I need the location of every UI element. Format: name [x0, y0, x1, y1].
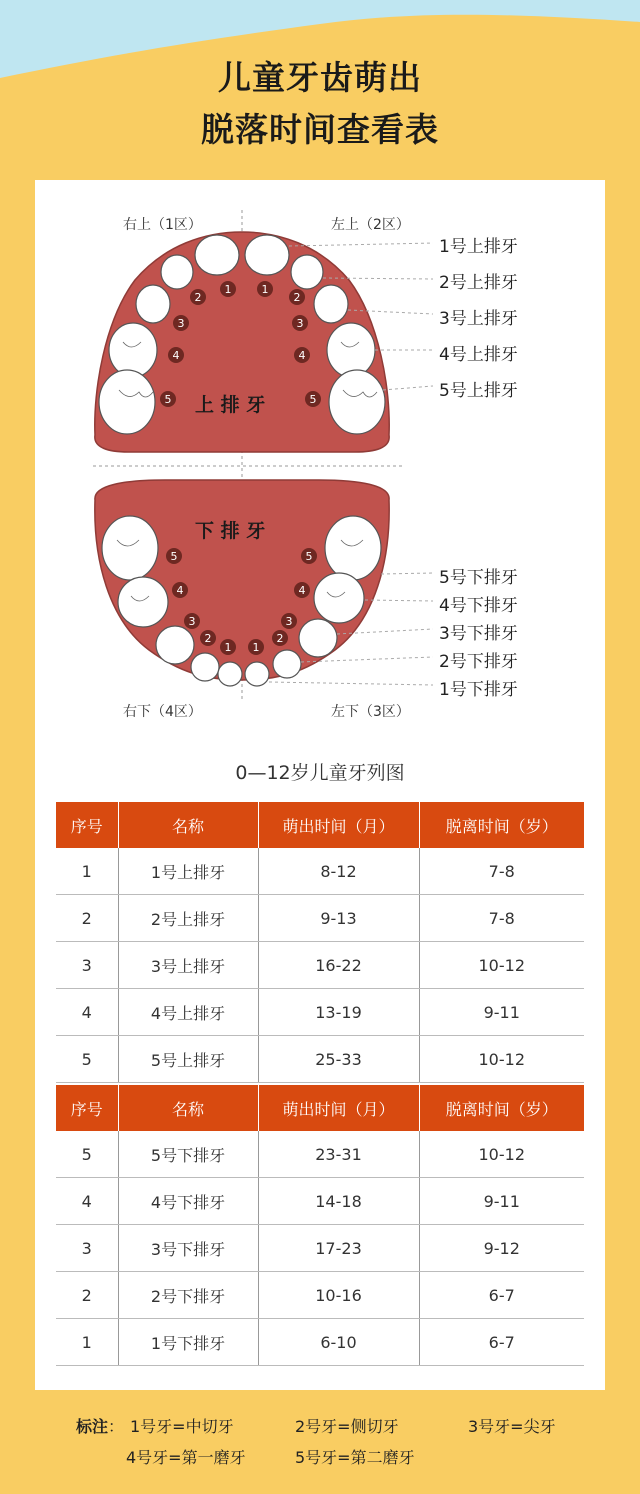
cell-index: 3	[56, 942, 118, 989]
header-shedding: 脱离时间（岁）	[419, 802, 584, 848]
legend-item-3: 3号牙=尖牙	[468, 1417, 556, 1436]
cell-name: 3号上排牙	[118, 942, 258, 989]
tooth-number-text: 4	[298, 349, 306, 362]
cell-eruption: 13-19	[258, 989, 419, 1036]
cell-name: 1号上排牙	[118, 848, 258, 895]
cell-name: 5号下排牙	[118, 1131, 258, 1178]
tooth-number-text: 1	[224, 641, 232, 654]
chart-caption: 0—12岁儿童牙列图	[235, 762, 405, 784]
label-upper-4: 4号上排牙	[439, 345, 518, 365]
cell-name: 2号上排牙	[118, 895, 258, 942]
table-row	[56, 989, 584, 1036]
tooth-number-text: 4	[172, 349, 180, 362]
cell-name: 1号下排牙	[118, 1319, 258, 1366]
cell-shedding: 6-7	[419, 1272, 584, 1319]
cell-shedding: 10-12	[419, 1036, 584, 1083]
tooth-number-badges	[35, 180, 605, 720]
zone-upper-left: 左上（2区）	[331, 217, 410, 233]
label-upper-1: 1号上排牙	[439, 237, 518, 257]
label-lower-5: 5号下排牙	[439, 568, 518, 588]
cell-name: 4号上排牙	[118, 989, 258, 1036]
cell-name: 2号下排牙	[118, 1272, 258, 1319]
tooth-number-text: 1	[252, 641, 260, 654]
table-row	[56, 848, 584, 895]
tooth-number-text: 1	[224, 283, 232, 296]
header-shedding: 脱离时间（岁）	[419, 1085, 584, 1131]
table-row	[56, 895, 584, 942]
label-upper-3: 3号上排牙	[439, 309, 518, 329]
label-lower-1: 1号下排牙	[439, 680, 518, 700]
header-name: 名称	[118, 802, 258, 848]
cell-name: 5号上排牙	[118, 1036, 258, 1083]
header-index: 序号	[56, 1085, 118, 1131]
cell-shedding: 7-8	[419, 848, 584, 895]
cell-index: 2	[56, 1272, 118, 1319]
tooth-number-text: 2	[276, 632, 284, 645]
tooth-number-text: 4	[298, 584, 306, 597]
cell-index: 3	[56, 1225, 118, 1272]
table-header-row	[56, 1085, 584, 1131]
table-row	[56, 1131, 584, 1178]
legend-item-4: 4号牙=第一磨牙	[126, 1448, 246, 1467]
cell-eruption: 16-22	[258, 942, 419, 989]
table-row	[56, 1319, 584, 1366]
page-title-line2: 脱落时间查看表	[201, 110, 439, 149]
tooth-number-text: 2	[204, 632, 212, 645]
table-row	[56, 1225, 584, 1272]
zone-lower-left: 左下（3区）	[331, 704, 410, 720]
tooth-number-text: 4	[176, 584, 184, 597]
tooth-number-text: 2	[194, 291, 202, 304]
tooth-number-text: 3	[285, 615, 293, 628]
tooth-number-text: 2	[293, 291, 301, 304]
label-lower-3: 3号下排牙	[439, 624, 518, 644]
cell-name: 4号下排牙	[118, 1178, 258, 1225]
content-card	[35, 180, 605, 1390]
header-eruption: 萌出时间（月）	[258, 802, 419, 848]
table-row	[56, 1036, 584, 1083]
legend-item-1: 1号牙=中切牙	[130, 1417, 234, 1436]
tooth-number-text: 5	[170, 550, 178, 563]
tooth-number-text: 3	[296, 317, 304, 330]
legend-item-2: 2号牙=侧切牙	[295, 1417, 399, 1436]
cell-shedding: 10-12	[419, 942, 584, 989]
table-row	[56, 1272, 584, 1319]
cell-eruption: 10-16	[258, 1272, 419, 1319]
header-index: 序号	[56, 802, 118, 848]
cell-shedding: 9-12	[419, 1225, 584, 1272]
header-eruption: 萌出时间（月）	[258, 1085, 419, 1131]
zone-upper-right: 右上（1区）	[123, 217, 202, 233]
cell-shedding: 7-8	[419, 895, 584, 942]
label-upper-5: 5号上排牙	[439, 381, 518, 401]
cell-eruption: 9-13	[258, 895, 419, 942]
cell-shedding: 10-12	[419, 1131, 584, 1178]
cell-index: 1	[56, 848, 118, 895]
upper-arch-label: 上 排 牙	[195, 394, 266, 416]
tooth-number-text: 3	[177, 317, 185, 330]
tooth-number-text: 1	[261, 283, 269, 296]
header-name: 名称	[118, 1085, 258, 1131]
cell-eruption: 23-31	[258, 1131, 419, 1178]
tooth-number-text: 5	[164, 393, 172, 406]
cell-eruption: 17-23	[258, 1225, 419, 1272]
page-title-line1: 儿童牙齿萌出	[218, 58, 422, 97]
upper-teeth-table	[56, 802, 584, 1083]
lower-teeth-table	[56, 1085, 584, 1366]
label-upper-2: 2号上排牙	[439, 273, 518, 293]
cell-index: 5	[56, 1036, 118, 1083]
cell-shedding: 9-11	[419, 1178, 584, 1225]
tooth-number-text: 5	[305, 550, 313, 563]
label-lower-2: 2号下排牙	[439, 652, 518, 672]
cell-index: 4	[56, 1178, 118, 1225]
tooth-number-text: 3	[188, 615, 196, 628]
cell-index: 5	[56, 1131, 118, 1178]
cell-index: 1	[56, 1319, 118, 1366]
cell-name: 3号下排牙	[118, 1225, 258, 1272]
cell-eruption: 8-12	[258, 848, 419, 895]
legend-item-5: 5号牙=第二磨牙	[295, 1448, 415, 1467]
lower-arch-label: 下 排 牙	[195, 520, 266, 542]
cell-eruption: 14-18	[258, 1178, 419, 1225]
cell-eruption: 6-10	[258, 1319, 419, 1366]
table-header-row	[56, 802, 584, 848]
legend-heading: 标注：	[76, 1417, 125, 1436]
zone-lower-right: 右下（4区）	[123, 704, 202, 720]
table-row	[56, 1178, 584, 1225]
cell-eruption: 25-33	[258, 1036, 419, 1083]
cell-index: 2	[56, 895, 118, 942]
cell-index: 4	[56, 989, 118, 1036]
table-row	[56, 942, 584, 989]
label-lower-4: 4号下排牙	[439, 596, 518, 616]
tooth-number-text: 5	[309, 393, 317, 406]
cell-shedding: 9-11	[419, 989, 584, 1036]
cell-shedding: 6-7	[419, 1319, 584, 1366]
